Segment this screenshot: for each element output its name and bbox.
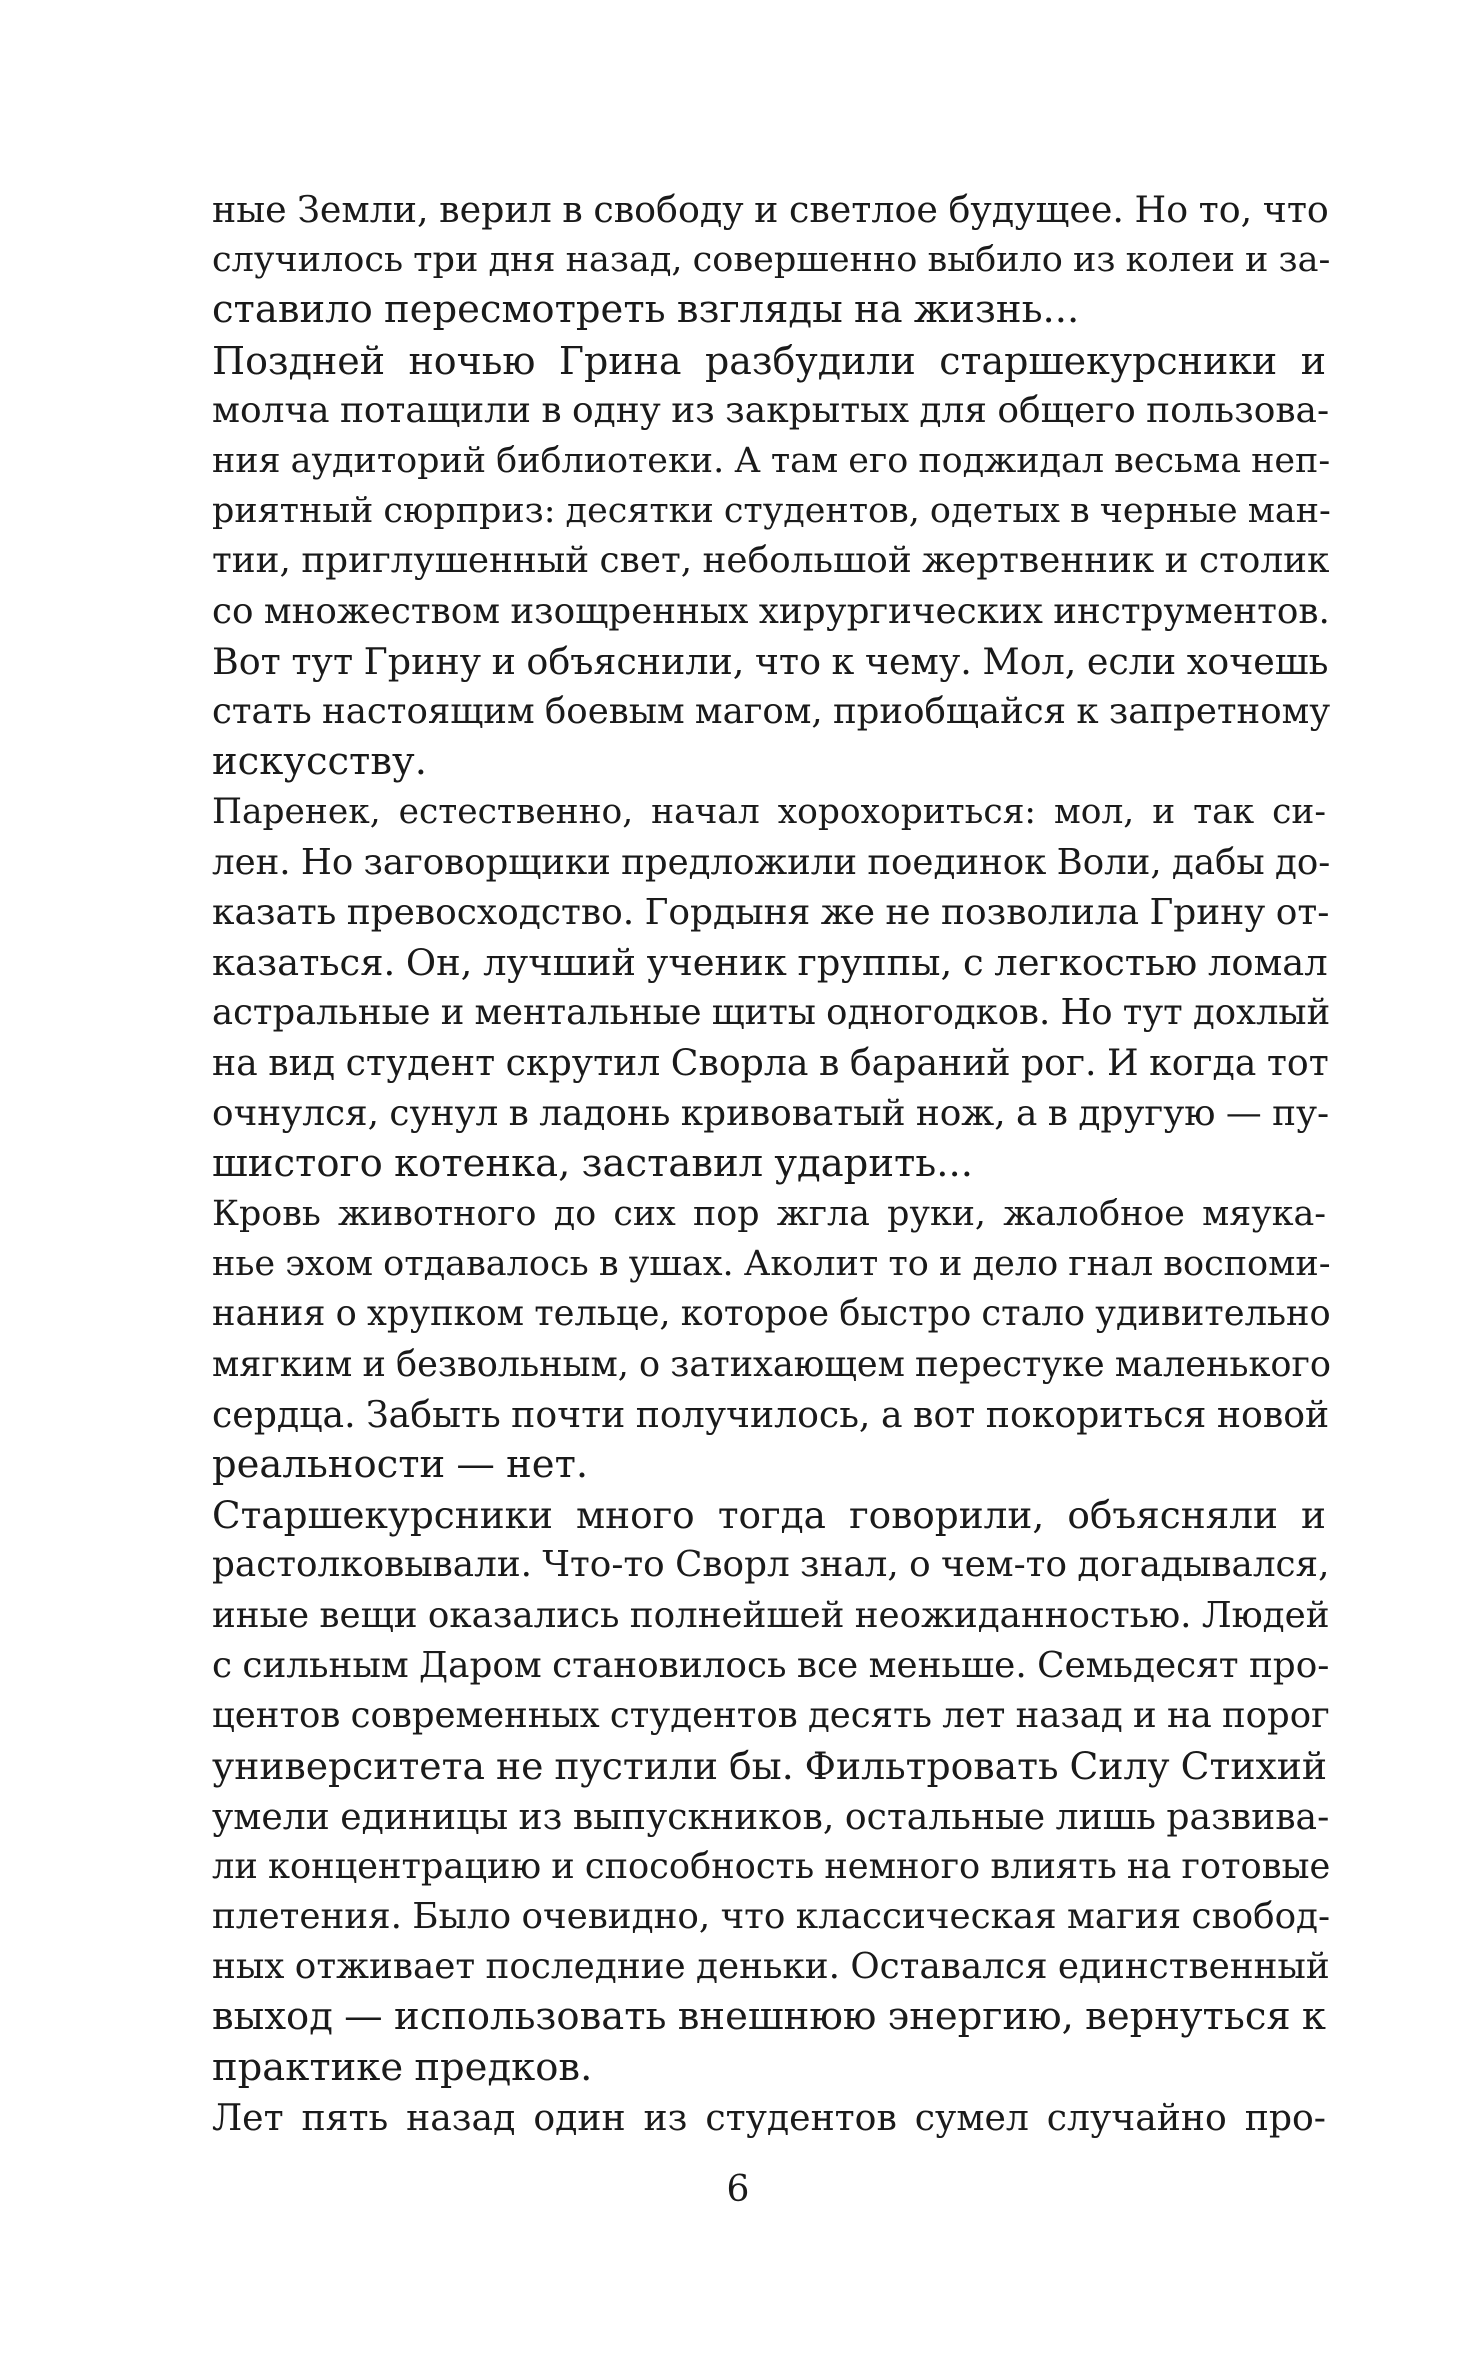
text-line: Поздней ночью Грина разбудили старшекурсники и bbox=[212, 338, 1326, 383]
text-line: с сильным Даром становилось все меньше. Семьдесят про- bbox=[212, 1644, 1330, 1686]
page-body bbox=[150, 185, 1331, 2143]
text-line: на вид студент скрутил Сворла в бараний рог. И когда тот bbox=[212, 1041, 1329, 1085]
page-number: 6 bbox=[726, 2169, 750, 2210]
text-line: ния аудиторий библиотеки. А там его поджидал весьма неп- bbox=[212, 441, 1331, 482]
paragraph bbox=[150, 185, 1331, 336]
text-line: иные вещи оказались полнейшей неожиданностью. Людей bbox=[212, 1594, 1330, 1636]
text-line: сердца. Забыть почти получилось, а вот покориться новой bbox=[212, 1392, 1330, 1436]
text-line: лен. Но заговорщики предложили поединок Воли, дабы до- bbox=[212, 841, 1331, 883]
text-line: Кровь животного до сих пор жгла руки, жалобное мяука- bbox=[212, 1194, 1326, 1235]
text-line: очнулся, сунул в ладонь кривоватый нож, а в другую — пу- bbox=[212, 1092, 1330, 1134]
text-line: молча потащили в одну из закрытых для общего пользова- bbox=[212, 389, 1330, 431]
text-line: тии, приглушенный свет, небольшой жертвенник и столик bbox=[212, 540, 1330, 582]
text-line: искусству. bbox=[212, 739, 427, 785]
text-line: ные Земли, верил в свободу и светлое будущее. Но то, что bbox=[212, 188, 1329, 231]
text-line: умели единицы из выпускников, остальные лишь развива- bbox=[212, 1794, 1330, 1838]
text-line: практике предков. bbox=[212, 2044, 593, 2090]
text-line: Старшекурсники много тогда говорили, объясняли и bbox=[212, 1493, 1326, 1538]
text-line: ных отживает последние деньки. Оставался единственный bbox=[212, 1946, 1330, 1988]
paragraph bbox=[150, 1490, 1331, 2092]
text-line: казать превосходство. Гордыня же не позволила Грину от- bbox=[212, 891, 1330, 933]
text-line: астральные и ментальные щиты одногодков. Но тут дохлый bbox=[212, 992, 1331, 1034]
text-line: мягким и безвольным, о затихающем перестуке маленького bbox=[212, 1343, 1331, 1385]
paragraph bbox=[150, 1189, 1331, 1490]
text-line: Паренек, естественно, начал хорохориться: мол, и так си- bbox=[212, 792, 1326, 833]
text-line: плетения. Было очевидно, что классическая магия свобод- bbox=[212, 1895, 1331, 1937]
text-line: стать настоящим боевым магом, приобщайся к запретному bbox=[212, 691, 1331, 733]
text-line: нания о хрупком тельце, которое быстро стало удивительно bbox=[212, 1293, 1331, 1335]
text-line: Вот тут Грину и объяснили, что к чему. Мол, если хочешь bbox=[212, 639, 1329, 683]
paragraph bbox=[150, 787, 1331, 1189]
paragraph bbox=[150, 336, 1331, 788]
text-line: шистого котенка, заставил ударить... bbox=[212, 1140, 973, 1186]
text-line: риятный сюрприз: десятки студентов, одетых в черные ман- bbox=[212, 491, 1331, 532]
text-line: центов современных студентов десять лет назад и на порог bbox=[212, 1695, 1330, 1737]
text-line: реальности — нет. bbox=[212, 1442, 589, 1488]
text-line: нье эхом отдавалось в ушах. Аколит то и дело гнал воспоми- bbox=[212, 1243, 1331, 1285]
text-line: выход — использовать внешнюю энергию, вернуться к bbox=[212, 1994, 1326, 2040]
text-line: Лет пять назад один из студентов сумел случайно про- bbox=[212, 2095, 1326, 2139]
text-line: казаться. Он, лучший ученик группы, с легкостью ломал bbox=[212, 941, 1328, 985]
text-line: университета не пустили бы. Фильтровать Силу Стихий bbox=[212, 1744, 1328, 1789]
paragraph bbox=[150, 2093, 1326, 2143]
text-line: случилось три дня назад, совершенно выбило из колеи и за- bbox=[212, 239, 1331, 281]
text-line: ли концентрацию и способность немного влиять на готовые bbox=[212, 1845, 1331, 1887]
text-line: со множеством изощренных хирургических инструментов. bbox=[212, 590, 1330, 632]
text-line: растолковывали. Что-то Сворл знал, о чем-то догадывался, bbox=[212, 1544, 1330, 1586]
text-line: ставило пересмотреть взгляды на жизнь... bbox=[212, 287, 1080, 333]
